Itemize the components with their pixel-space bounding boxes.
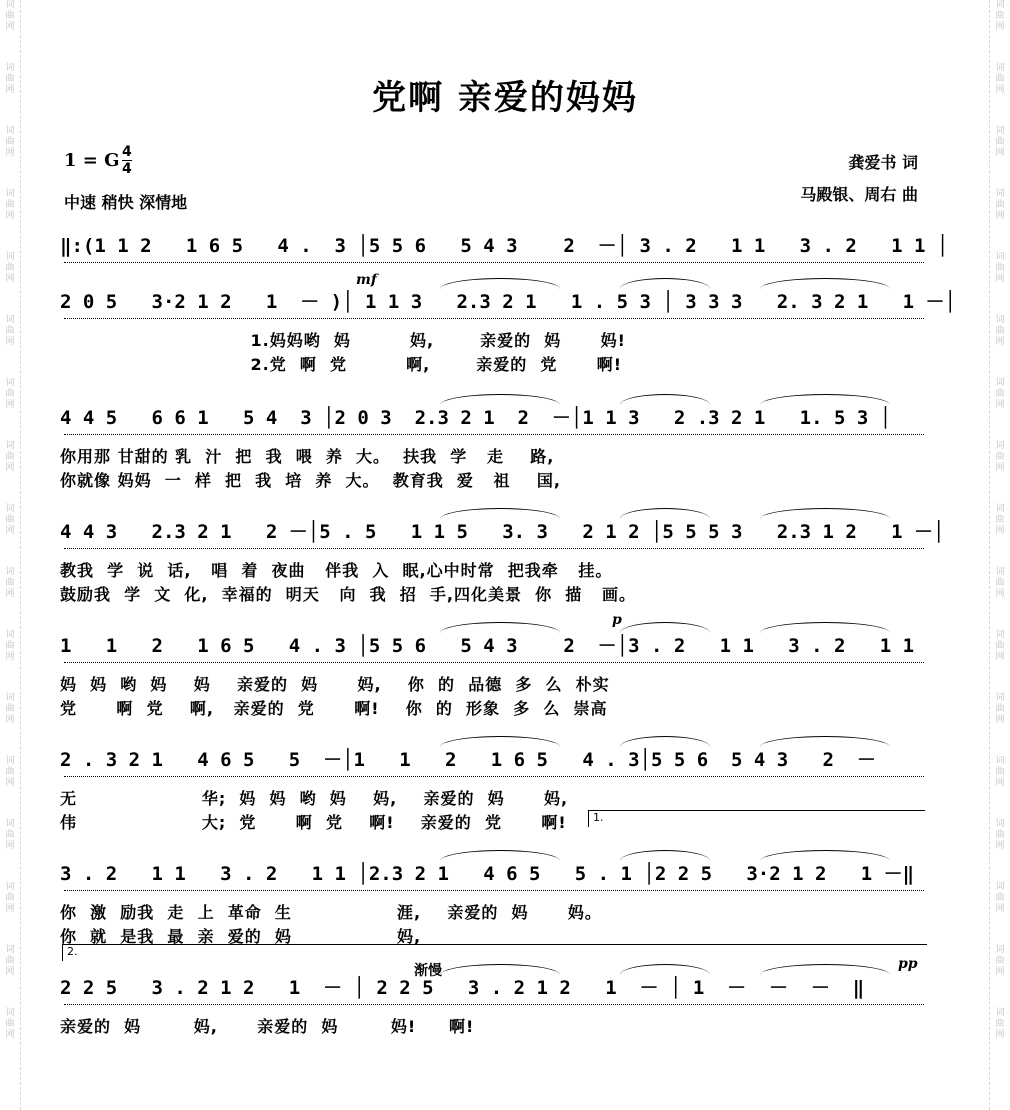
watermark-text: 词 曲 网 [5,189,15,221]
slur-mark [440,278,560,289]
tempo-marking: 中速 稍快 深情地 [64,193,188,212]
lyric-line-1: 教我 学 说 话, 唱 着 夜曲 伴我 入 眠,心中时常 把我牵 挂。 [60,561,613,580]
watermark-text: 词 曲 网 [995,315,1005,347]
lyric-line-2: 你就像 妈妈 一 样 把 我 培 养 大。 教育我 爱 祖 国, [60,471,561,490]
slur-mark [620,850,710,861]
lyric-line-1: 你 激 励我 走 上 革命 生 涯, 亲爱的 妈 妈。 [60,903,602,922]
watermark-text: 词 曲 网 [995,882,1005,914]
watermark-text: 词 曲 网 [5,0,15,32]
slur-mark [440,736,560,747]
slur-mark [620,508,710,519]
volta-2: 2. [62,944,927,961]
watermark-text: 词 曲 网 [5,252,15,284]
watermark-text: 词 曲 网 [995,756,1005,788]
slur-mark [760,278,890,289]
time-top: 4 [122,144,132,160]
time-bottom: 4 [122,161,132,177]
slur-mark [760,508,890,519]
slur-mark [620,278,710,289]
slur-mark [760,964,890,975]
watermark-text: 词 曲 网 [995,945,1005,977]
beam-line [64,548,924,549]
notation-line: 2 0 5 3·2 1 2 1 － )│ 1 1 3 2.3 2 1 1 . 5 3 │ 3 3 3 2. 3 2 1 1 －│ [60,291,956,313]
slur-mark [620,964,710,975]
watermark-text: 词 曲 网 [995,252,1005,284]
watermark-text: 词 曲 网 [5,756,15,788]
watermark-text: 词 曲 网 [5,504,15,536]
watermark-text: 词 曲 网 [995,0,1005,32]
notation-line: 4 4 3 2.3 2 1 2 －│5 . 5 1 1 5 3. 3 2 1 2 │5 5 5 3 2.3 1 2 1 －│ [60,521,945,543]
watermark-text: 词 曲 网 [995,1008,1005,1040]
notation-line: 4 4 5 6 6 1 5 4 3 │2 0 3 2.3 2 1 2 －│1 1 3 2 .3 2 1 1. 5 3 │ [60,407,892,429]
song-title: 党啊 亲爱的妈妈 [372,78,638,118]
dynamic-marking: mf [356,272,377,288]
slur-mark [760,736,890,747]
watermark-text: 词 曲 网 [5,63,15,95]
watermark-text: 词 曲 网 [995,126,1005,158]
watermark-text: 词 曲 网 [5,126,15,158]
notation-line: 2 2 5 3 . 2 1 2 1 － │ 2 2 5 3 . 2 1 2 1 － │ 1 － － － ‖ [60,977,865,999]
slur-mark [760,394,890,405]
watermark-text: 词 曲 网 [995,378,1005,410]
beam-line [64,1004,924,1005]
slur-mark [760,622,890,633]
watermark-text: 词 曲 网 [5,693,15,725]
lyric-line-2: 伟 大; 党 啊 党 啊! 亲爱的 党 啊! [60,813,567,832]
watermark-right [989,0,1010,1110]
watermark-text: 词 曲 网 [5,945,15,977]
key-signature: 1 = G [64,150,120,171]
watermark-text: 词 曲 网 [995,693,1005,725]
watermark-text: 词 曲 网 [995,441,1005,473]
beam-line [64,890,924,891]
watermark-text: 词 曲 网 [5,378,15,410]
notation-line: 2 . 3 2 1 4 6 5 5 －│1 1 2 1 6 5 4 . 3│5 5 6 5 4 3 2 － [60,749,876,771]
lyric-line-1: 亲爱的 妈 妈, 亲爱的 妈 妈! 啊! [60,1017,475,1036]
watermark-text: 词 曲 网 [5,1008,15,1040]
watermark-text: 词 曲 网 [995,189,1005,221]
lyric-line-2: 党 啊 党 啊, 亲爱的 党 啊! 你 的 形象 多 么 崇高 [60,699,608,718]
slur-mark [440,964,560,975]
slur-mark [620,736,710,747]
lyric-line-1: 1.妈妈哟 妈 妈, 亲爱的 妈 妈! [60,331,626,350]
time-signature [122,144,132,177]
watermark-text: 词 曲 网 [995,504,1005,536]
slur-mark [440,394,560,405]
beam-line [64,776,924,777]
slur-mark [760,850,890,861]
beam-line [64,662,924,663]
lyric-line-2: 2.党 啊 党 啊, 亲爱的 党 啊! [60,355,623,374]
slur-mark [620,622,710,633]
lyric-line-1: 妈 妈 哟 妈 妈 亲爱的 妈 妈, 你 的 品德 多 么 朴实 [60,675,610,694]
notation-line: ‖:(1 1 2 1 6 5 4 . 3 │5 5 6 5 4 3 2 －│ 3 . 2 1 1 3 . 2 1 1 │ [60,235,949,257]
composer-credit: 马殿银、周右 曲 [800,185,918,204]
watermark-text: 词 曲 网 [5,630,15,662]
lyric-line-1: 你用那 甘甜的 乳 汁 把 我 喂 养 大。 扶我 学 走 路, [60,447,555,466]
notation-line: 1 1 2 1 6 5 4 . 3 │5 5 6 5 4 3 2 －│3 . 2 1 1 3 . 2 1 1 [60,635,915,657]
watermark-text: 词 曲 网 [5,819,15,851]
watermark-text: 词 曲 网 [995,819,1005,851]
dynamic-marking: 渐慢 [414,963,442,979]
watermark-text: 词 曲 网 [5,441,15,473]
lyricist-credit: 龚爱书 词 [848,153,918,172]
beam-line [64,318,924,319]
dynamic-marking-pp: pp [898,956,918,972]
beam-line [64,262,924,263]
slur-mark [440,508,560,519]
watermark-text: 词 曲 网 [995,630,1005,662]
lyric-line-2: 鼓励我 学 文 化, 幸福的 明天 向 我 招 手,四化美景 你 描 画。 [60,585,636,604]
watermark-text: 词 曲 网 [995,63,1005,95]
watermark-text: 词 曲 网 [995,567,1005,599]
notation-line: 3 . 2 1 1 3 . 2 1 1 │2.3 2 1 4 6 5 5 . 1 │2 2 5 3·2 1 2 1 －‖ [60,863,915,885]
watermark-text: 词 曲 网 [5,315,15,347]
slur-mark [440,622,560,633]
watermark-text: 词 曲 网 [5,567,15,599]
dynamic-marking: p [612,612,622,628]
slur-mark [440,850,560,861]
watermark-left [0,0,21,1110]
beam-line [64,434,924,435]
slur-mark [620,394,710,405]
lyric-line-2: 你 就 是我 最 亲 爱的 妈 妈, [60,927,422,946]
volta-1: 1. [588,810,925,827]
watermark-text: 词 曲 网 [5,882,15,914]
lyric-line-1: 无 华; 妈 妈 哟 妈 妈, 亲爱的 妈 妈, [60,789,569,808]
